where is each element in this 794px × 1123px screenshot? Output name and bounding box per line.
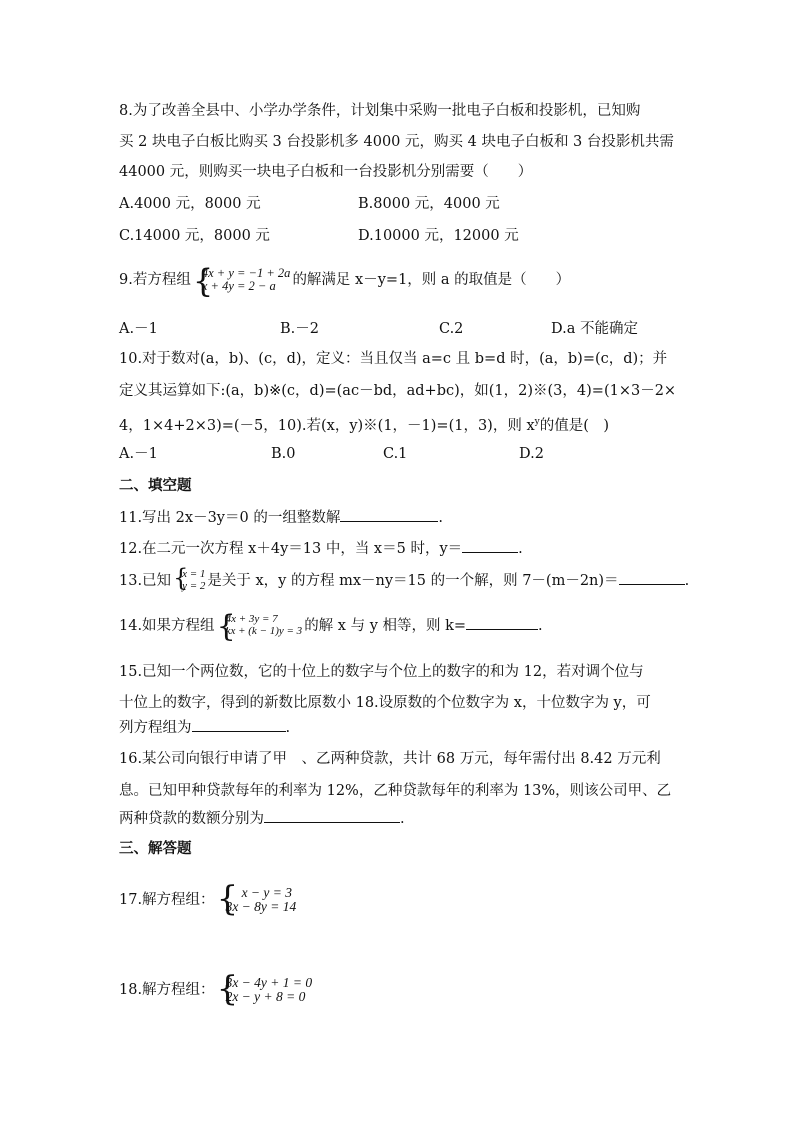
q10-line2: 定义其运算如下:(a，b)※(c，d)=(ac－bd，ad+bc)，如(1，2)※(3，4)=(1×3－2×	[119, 383, 677, 399]
q12-text: 12.在二元一次方程 x＋4y＝13 中，当 x＝5 时，y＝	[119, 541, 463, 557]
q8-option-c: C.14000 元，8000 元	[119, 228, 270, 244]
q9-option-a: A.－1	[119, 321, 158, 337]
q9-option-c: C.2	[439, 321, 464, 337]
q10-option-c: C.1	[383, 446, 408, 462]
q16-answer-blank[interactable]	[264, 808, 400, 823]
q18-prefix: 18.解方程组：	[119, 982, 215, 998]
q8-option-b: B.8000 元，4000 元	[358, 196, 500, 212]
q9-prefix: 9.若方程组	[119, 272, 191, 288]
q15-answer-blank[interactable]	[192, 717, 286, 732]
q17-eq1: x − y = 3	[241, 884, 293, 900]
q12-answer-blank[interactable]	[462, 538, 518, 553]
q13-answer-blank[interactable]	[619, 570, 685, 585]
q10-option-b: B.0	[271, 446, 296, 462]
q9-option-d: D.a 不能确定	[551, 321, 638, 337]
q14-line: 14.如果方程组 { 4x + 3y = 7 kx + (k − 1)y = 3 的解 x 与 y 相等，则 k= .	[119, 609, 543, 645]
q14-equation-system: { 4x + 3y = 7 kx + (k − 1)y = 3	[216, 609, 303, 645]
q15-text: 列方程组为	[119, 720, 192, 736]
q8-line3: 44000 元，则购买一块电子白板和一台投影机分别需要（ ）	[119, 164, 533, 180]
q11-text: 11.写出 2x－3y＝0 的一组整数解	[119, 510, 341, 526]
q17-eq2: 3x − 8y = 14	[225, 899, 297, 914]
q15-line3: 列方程组为 .	[119, 717, 290, 739]
q8-line1: 8.为了改善全县中、小学办学条件，计划集中采购一批电子白板和投影机，已知购	[119, 103, 641, 119]
q10-line3-post: 的值是( )	[539, 417, 610, 434]
section-fill-in-title: 二、填空题	[119, 478, 192, 494]
q9-eq2: x + 4y = 2 − a	[201, 279, 276, 293]
q8-option-a: A.4000 元，8000 元	[119, 196, 261, 212]
q17-line	[119, 880, 298, 920]
q10-line1: 10.对于数对(a，b)、(c，d)，定义：当且仅当 a=c 且 b=d 时，(a，b)=(c，d)；并	[119, 351, 668, 367]
q8-line2: 买 2 块电子白板比购买 3 台投影机多 4000 元，购买 4 块电子白板和 3 台投影机共需	[119, 134, 674, 150]
q13-eq1: x = 1	[182, 568, 206, 581]
q14-eq2: kx + (k − 1)y = 3	[225, 625, 303, 637]
q11-line: 11.写出 2x－3y＝0 的一组整数解 .	[119, 507, 443, 529]
q13-eq2: y = 2	[182, 580, 206, 592]
q18-equation-system: { 3x − 4y + 1 = 0 2x − y + 8 = 0	[216, 968, 313, 1009]
q13-prefix: 13.已知	[119, 573, 172, 589]
q10-option-d: D.2	[519, 446, 544, 462]
q16-text: 两种贷款的数额分别为	[119, 811, 264, 827]
q18-eq2: 2x − y + 8 = 0	[225, 989, 306, 1004]
q14-text: 的解 x 与 y 相等，则 k=	[304, 618, 467, 634]
q10-line3-pre: 4，1×4+2×3)=(－5，10).若(x，y)※(1，－1)=(1，3)，则 x	[119, 417, 535, 434]
q16-line2: 息。已知甲种贷款每年的利率为 12%，乙种贷款每年的利率为 13%，则该公司甲、乙	[119, 783, 672, 799]
section-answer-title: 三、解答题	[119, 841, 192, 857]
q15-line2: 十位上的数字，得到的新数比原数小 18.设原数的个位数字为 x，十位数字为 y，可	[119, 695, 651, 711]
q13-solution-system: { x = 1 y = 2	[173, 564, 206, 593]
q9-line	[119, 262, 570, 298]
q11-answer-blank[interactable]	[340, 507, 438, 522]
q12-line: 12.在二元一次方程 x＋4y＝13 中，当 x＝5 时，y＝ .	[119, 538, 523, 560]
q10-exponent: y	[534, 417, 540, 427]
q18-line	[119, 970, 314, 1010]
q13-line: 13.已知 { x = 1 y = 2 是关于 x，y 的方程 mx－ny＝15 的一个解，则 7－(m－2n)＝ .	[119, 564, 690, 593]
q9-eq1: 4x + y = −1 + 2a	[201, 265, 291, 280]
q14-eq1: 4x + 3y = 7	[225, 613, 278, 626]
q17-prefix: 17.解方程组：	[119, 892, 215, 908]
q10-option-a: A.－1	[119, 446, 158, 462]
q16-line1: 16.某公司向银行申请了甲 、乙两种贷款，共计 68 万元，每年需付出 8.42 万元利	[119, 751, 661, 767]
q17-equation-system: { x − y = 3 3x − 8y = 14	[216, 878, 297, 919]
q9-equation-system: { 4x + y = −1 + 2a x + 4y = 2 − a	[192, 261, 291, 300]
q9-suffix: 的解满足 x－y=1，则 a 的取值是（ ）	[292, 272, 571, 288]
q18-eq1: 3x − 4y + 1 = 0	[225, 974, 313, 990]
q9-option-b: B.－2	[280, 321, 319, 337]
q15-line1: 15.已知一个两位数，它的十位上的数字与个位上的数字的和为 12，若对调个位与	[119, 664, 644, 680]
q14-prefix: 14.如果方程组	[119, 618, 215, 634]
q13-text: 是关于 x，y 的方程 mx－ny＝15 的一个解，则 7－(m－2n)＝	[207, 573, 619, 589]
q14-answer-blank[interactable]	[466, 615, 538, 630]
q10-line3	[119, 411, 609, 437]
q16-line3: 两种贷款的数额分别为 .	[119, 808, 405, 830]
q8-option-d: D.10000 元，12000 元	[358, 228, 519, 244]
